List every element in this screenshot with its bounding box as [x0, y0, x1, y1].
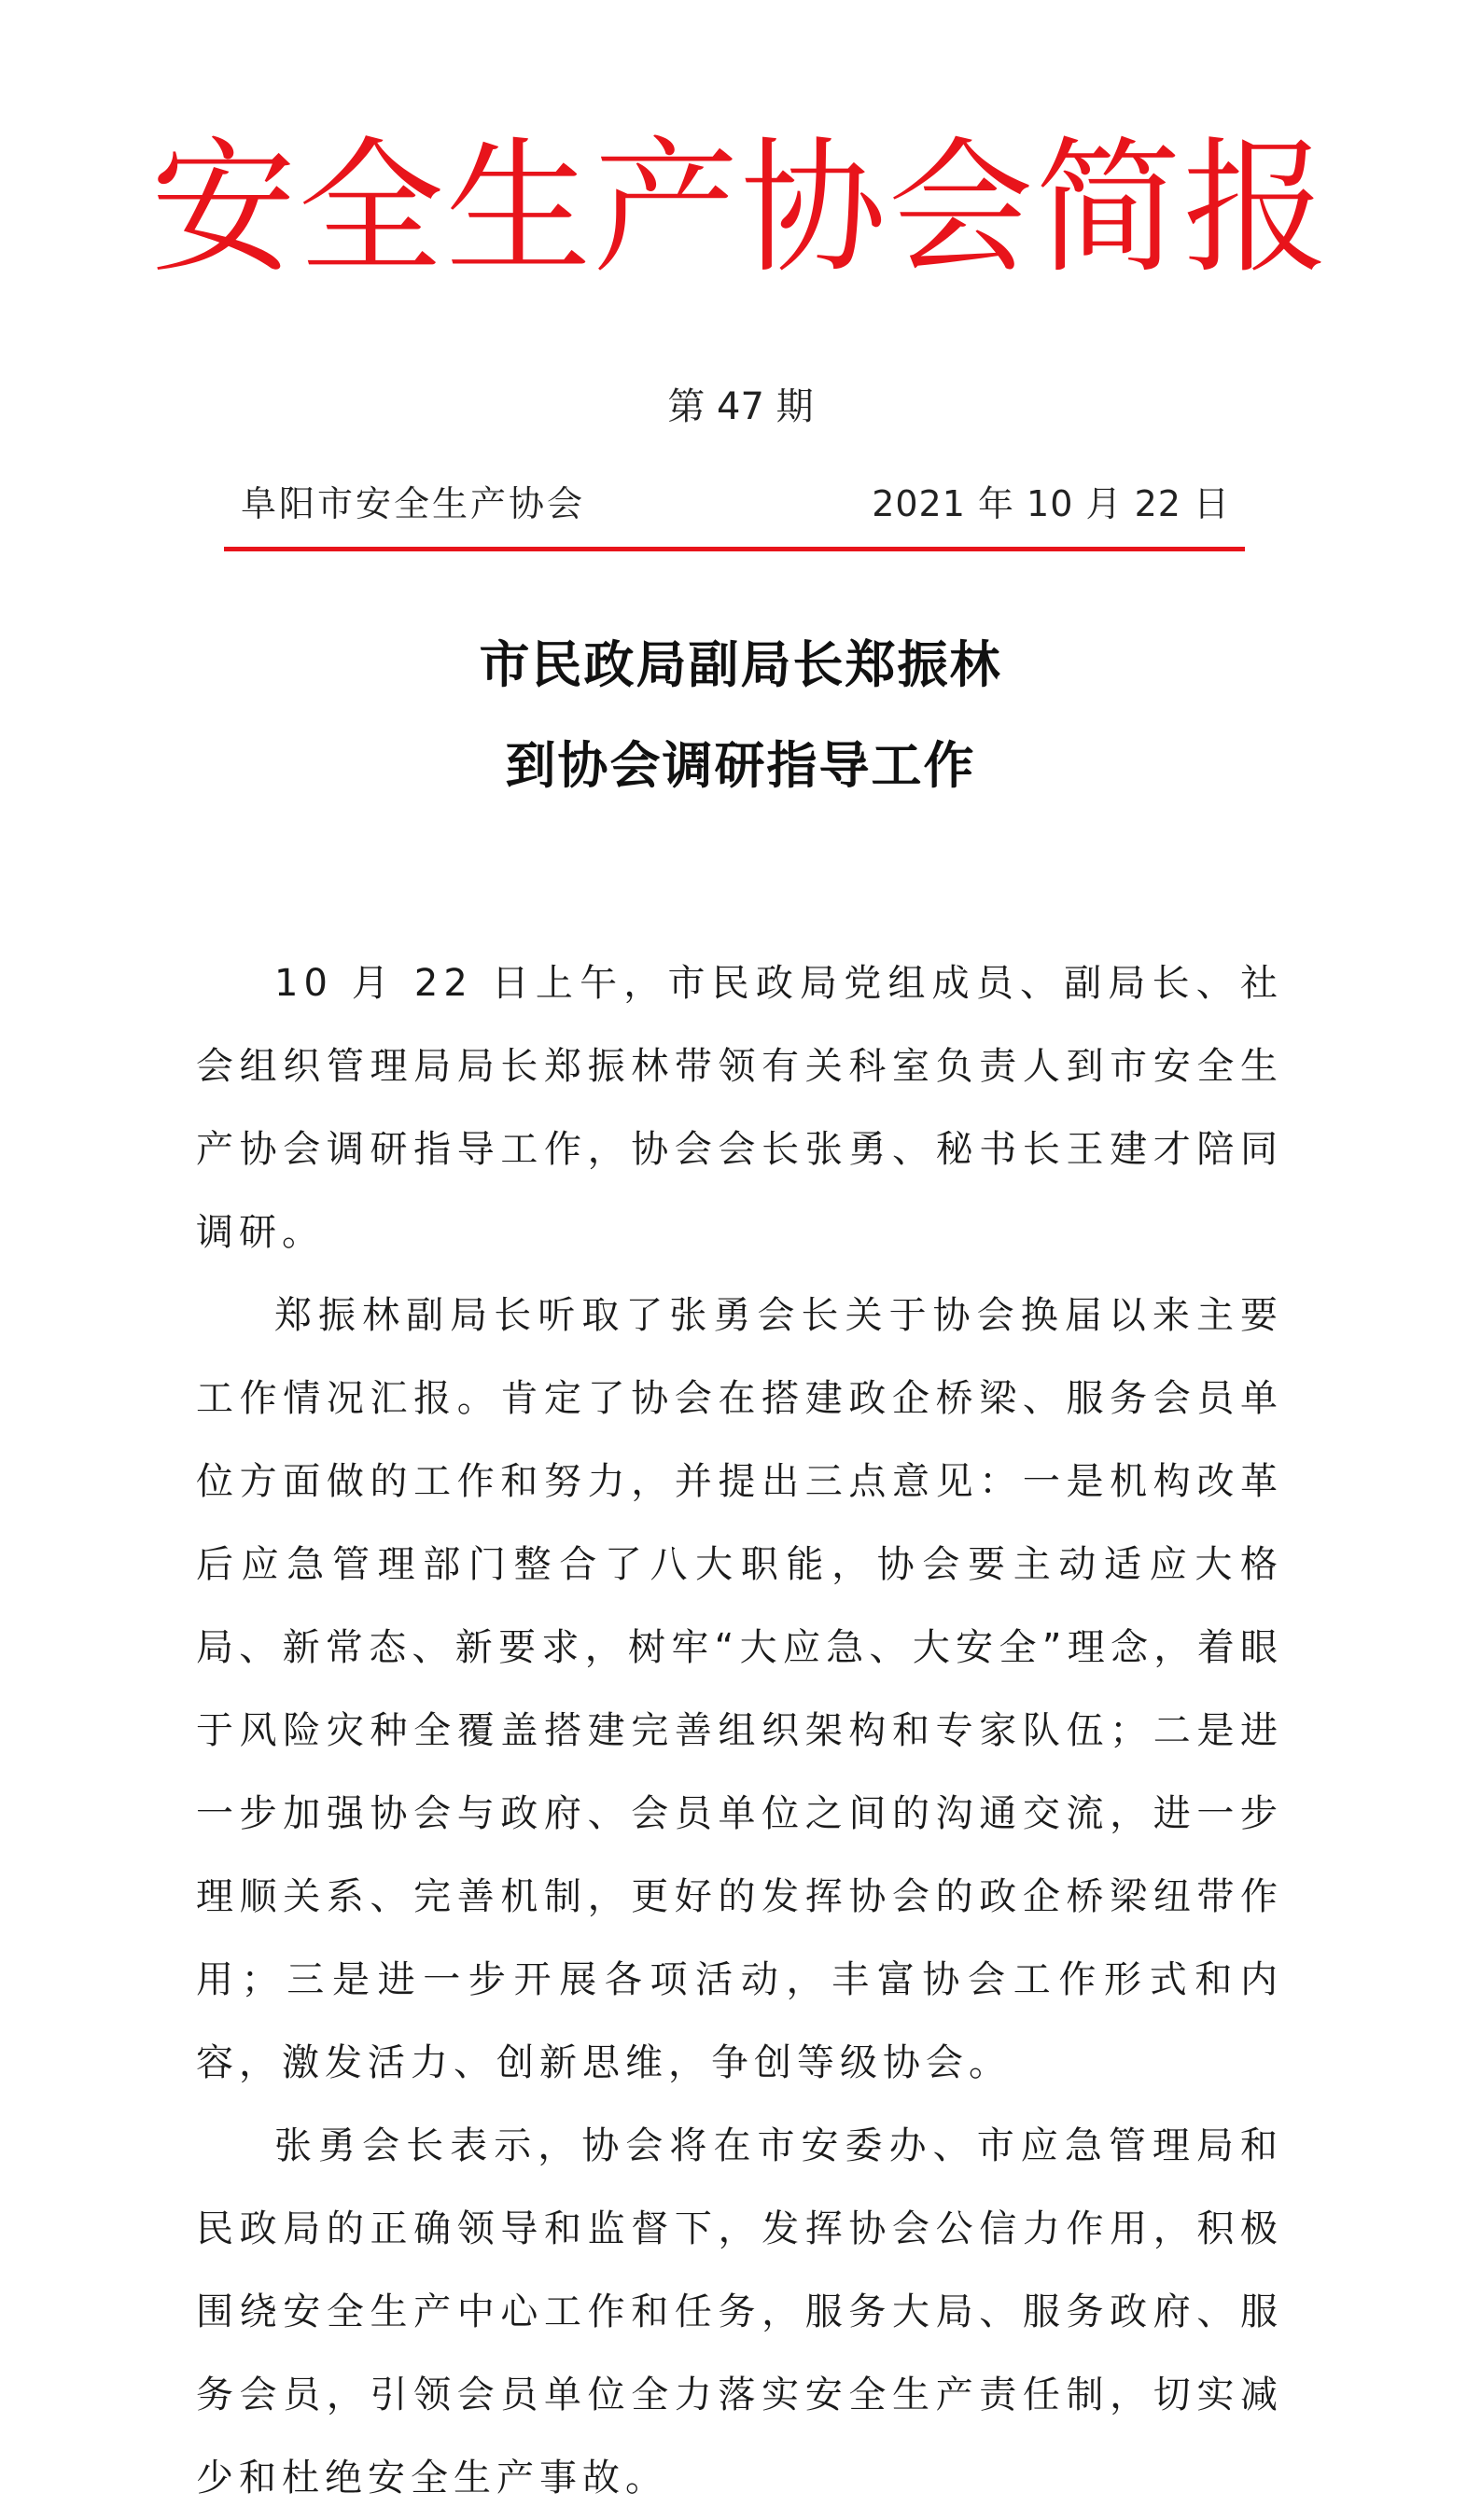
issue-number: 第 47 期: [667, 385, 814, 428]
red-divider: [224, 547, 1245, 551]
article-headline-line2: 到协会调研指导工作: [505, 735, 976, 795]
paragraph: 张勇会长表示，协会将在市安委办、市应急管理局和民政局的正确领导和监督下，发挥协会公信力作用，积极围绕安全生产中心工作和任务，服务大局、服务政府、服务会员，引领会员单位全力落实安全生产责任制，切实减少和杜绝安全生产事故。: [196, 2124, 1283, 2499]
meta-row: [241, 478, 1230, 530]
paragraph: 10 月 22 日上午，市民政局党组成员、副局长、社会组织管理局局长郑振林带领有关科室负责人到市安全生产协会调研指导工作，协会会长张勇、秘书长王建才陪同调研。: [196, 962, 1283, 1254]
issue-date: 2021 年 10 月 22 日: [872, 483, 1230, 524]
issuing-organization: 阜阳市安全生产协会: [241, 483, 586, 524]
paragraph: 郑振林副局长听取了张勇会长关于协会换届以来主要工作情况汇报。肯定了协会在搭建政企桥梁、服务会员单位方面做的工作和努力，并提出三点意见：一是机构改革后应急管理部门整合了八大职能，协会要主动适应大格局、新常态、新要求，树牢“大应急、大安全”理念，着眼于风险灾种全覆盖搭建完善组织架构和专家队伍；二是进一步加强协会与政府、会员单位之间的沟通交流，进一步理顺关系、完善机制，更好的发挥协会的政企桥梁纽带作用；三是进一步开展各项活动，丰富协会工作形式和内容，激发活力、创新思维，争创等级协会。: [196, 1294, 1283, 2084]
article-body: [196, 942, 1283, 2520]
masthead-title: 安全生产协会简报: [150, 123, 1331, 293]
article-headline-line1: 市民政局副局长郑振林: [479, 634, 1002, 694]
